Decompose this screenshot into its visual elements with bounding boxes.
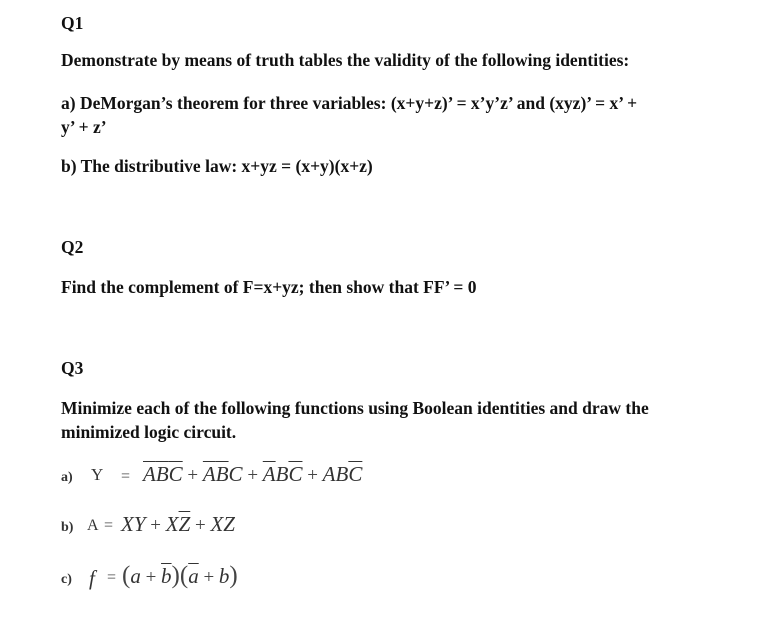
q3-item-c-label: c) [61,572,72,587]
q3-item-b-lhs: A [87,517,99,534]
q3-text: Minimize each of the following functions using Boolean identities and draw the minimized logic circuit. [61,398,649,442]
q1-heading: Q1 [61,13,84,33]
q2-text: Find the complement of F=x+yz; then show that FF’ = 0 [61,277,477,297]
q3-item-b-expression: XY + $X\overline{Z}$ + XZ [121,512,235,536]
q3-item-a-expression: $\overline{A}\overline{B}\overline{C} + \overline{A}\overline{B}C + \overline{A}B\overline{C} + AB\overline{C}$ [143,462,363,486]
q3-item-b-eq: = [104,517,114,534]
q3-item-a-label: a) [61,470,73,485]
q1-intro: Demonstrate by means of truth tables the validity of the following identities: [61,50,630,70]
q1-part-a-line1: a) DeMorgan’s theorem for three variables: (x+y+z)’ = x’y’z’ and (xyz)’ = x’ + [61,93,638,113]
q3-item-a-eq: = [121,468,131,485]
q1-part-a-line2: y’ + z’ [61,117,107,137]
q3-heading: Q3 [61,358,84,378]
q3-item-c-lhs: f [89,566,95,590]
q3-item-c-eq: = [107,569,117,586]
q3-item-a-lhs: Y [91,465,104,484]
q3-item-b-label: b) [61,520,74,535]
q1-part-b: b) The distributive law: x+yz = (x+y)(x+z) [61,156,373,176]
q2-heading: Q2 [61,237,84,257]
q3-item-c-expression: $(a + \overline{b})(\overline{a} + b)$ [122,562,238,589]
